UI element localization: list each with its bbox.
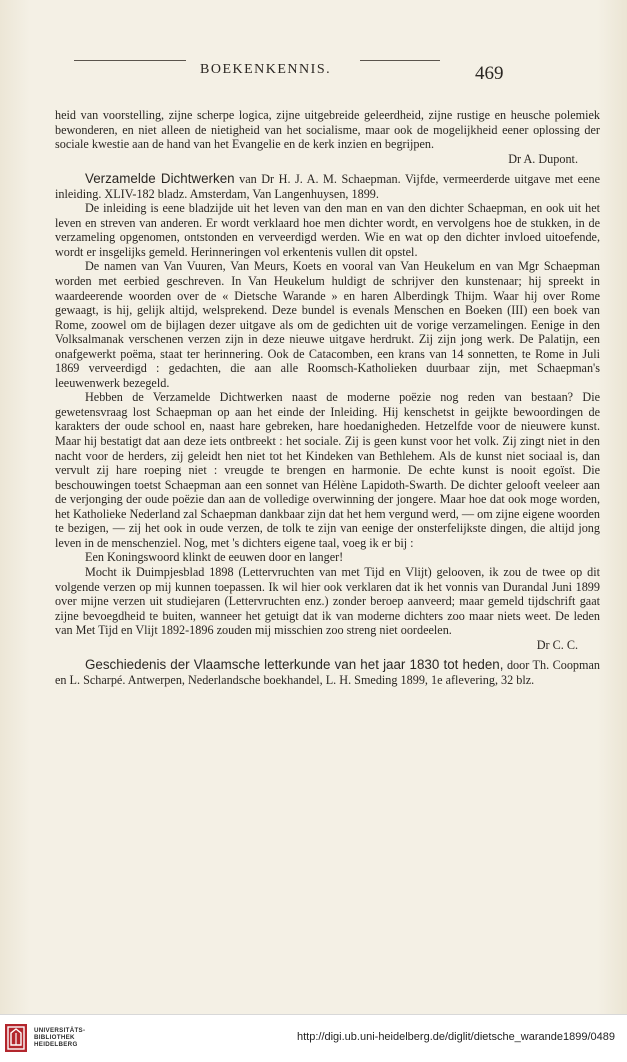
library-name: UNIVERSITÄTS- BIBLIOTHEK HEIDELBERG — [34, 1027, 86, 1048]
paragraph-namen: De namen van Van Vuuren, Van Meurs, Koets en vooral van Van Heukelum en van Mgr Schaepman worden met eerbied geschreven. In Van Heukelum huldigt de schrijver den kunstenaar; hij spreekt in waardeerende woorden over de « Dietsche Warande » en haren Alberdingk Thijm. Waar hij over Rome gewaagt, is hij, gelijk altijd, welsprekend. Deze bundel is evenals Menschen en Boeken (III) een boek van Rome, zoowel om de bijlagen dezer uitgave als om de gedichten uit de vorige verzamelingen. Eenige in den Volksalmanak verschenen verzen zijn in deze nieuwe uitgave herdrukt. Zij zijn jong werk. De Palatijn, een onafgewerkt poëma, staat ter herinnering. Ook de Catacomben, een krans van 14 sonnetten, te Rome in Juli 1869 verveerdigd : gedachten, die aan alle Roomsch-Katholieken duurbaar zijn, met Schaepman's leeuwenwerk bezegeld. — [55, 259, 600, 390]
signature-dupont: Dr A. Dupont. — [508, 151, 578, 166]
review-title: Geschiedenis der Vlaamsche letterkunde van het jaar 1830 tot heden, — [85, 657, 504, 673]
signature-cc: Dr C. C. — [536, 637, 578, 652]
paragraph-inleiding: De inleiding is eene bladzijde uit het leven van den man en van den dichter Schaepman, en ook uit het leven en streven van anderen. Er wordt verklaard hoe men dichter wordt, en vervolgens hoe de stukken, in de verzameling opgenomen, ontstonden en verveerdigd werden. Wie en wat op den dichter invloed uitoefende, wordt er insgelijks gemeld. Herinneringen vol erkentenis vullen dit opstel. — [55, 201, 600, 259]
review-title: Verzamelde Dichtwerken — [85, 171, 235, 187]
page-body — [55, 108, 600, 687]
header-rule-right — [360, 60, 440, 61]
paragraph-continued: heid van voorstelling, zijne scherpe logica, zijne uitgebreide geleerdheid, zijne rustige en heusche polemiek bewonderen, en niet alleen de nietigheid van het socialisme, maar ook de mogelijkheid eener oplossing der sociale kwestie aan de hand van het Evangelie en de kerk inzien en begrijpen. — [55, 108, 600, 152]
running-head: BOEKENKENNIS. — [200, 62, 332, 77]
university-seal-icon — [4, 1023, 28, 1053]
review-bibliography: van Dr H. J. A. M. Schaepman. Vijfde, vermeerderde uitgave met eene inleiding. XLIV-182 bladz. Amsterdam, Van Langenhuysen, 1899. — [55, 172, 600, 201]
verse-quote: Een Koningswoord klinkt de eeuwen door en langer! — [85, 550, 344, 565]
source-url-link[interactable]: http://digi.ub.uni-heidelberg.de/diglit/dietsche_warande1899/0489 — [296, 1031, 615, 1043]
review-heading-geschiedenis — [55, 658, 600, 687]
paragraph-bestaan: Hebben de Verzamelde Dichtwerken naast de moderne poëzie nog reden van bestaan? Die gewetensvraag lost Schaepman op aan het einde der Inleiding. Hij kenschetst in geijkte bewoordingen de karakters der oude school en, naast hare gebreken, hare hoedanigheden. Hetzelfde voor de nieuwere kunst. Maar hij bestatigt dat aan deze iets ontbreekt : het sociale. Zij is geen kunst voor het volk. Zij zingt niet in den nacht voor de herders, zij geleidt hen niet tot het Kindeken van Bethlehem. Als de kunst niet sociaal is, dan vervult zij hare roeping niet : vreugde te brengen en harmonie. De echte kunst is nooit egoïst. Die beschouwingen toetst Schaepman aan een sonnet van Hélène Lapidoth-Swarth. De dichter gelooft veeleer aan de verjonging der oude poëzie dan aan de volledige overwinning der jongere. Maar hoe dat ook moge worden, het Katholieke Nederland zal Schaepman dankbaar zijn dat het hem vergund werd, — om zijne eigene woorden te bezigen, — zij het ook in oude verzen, de tolk te zijn van eenige der onsterfelijkste dingen, die altijd jong leven in de menschenziel. Nog, met 's dichters eigene taal, voeg ik er bij : — [55, 390, 600, 550]
review-bibliography: door Th. Coopman en L. Scharpé. Antwerpen, Nederlandsche boekhandel, L. H. Smeding 1899, 1e aflevering, 32 blz. — [55, 658, 600, 687]
page-number: 469 — [475, 63, 504, 84]
review-heading-verzamelde — [55, 172, 600, 201]
library-footer — [0, 1014, 627, 1062]
header-rule-left — [74, 60, 186, 61]
paragraph-duimpjesblad: Mocht ik Duimpjesblad 1898 (Lettervruchten van met Tijd en Vlijt) gelooven, ik zou de twee op dit volgende verzen op mij kunnen toepassen. Ik wil hier ook verklaren dat ik het vonnis van Durandal Juni 1899 over mijne verzen uit studiejaren (Lettervruchten enz.) zonder beroep aanveerd; maar gemeld tijdschrift gaat zijne bevoegdheid te buiten, wanneer het getuigt dat ik van moderne dichters zoo maar niets weet. De leden van Met Tijd en Vlijt 1892-1896 zouden mij misschien zoo streng niet oordeelen. — [55, 564, 600, 638]
